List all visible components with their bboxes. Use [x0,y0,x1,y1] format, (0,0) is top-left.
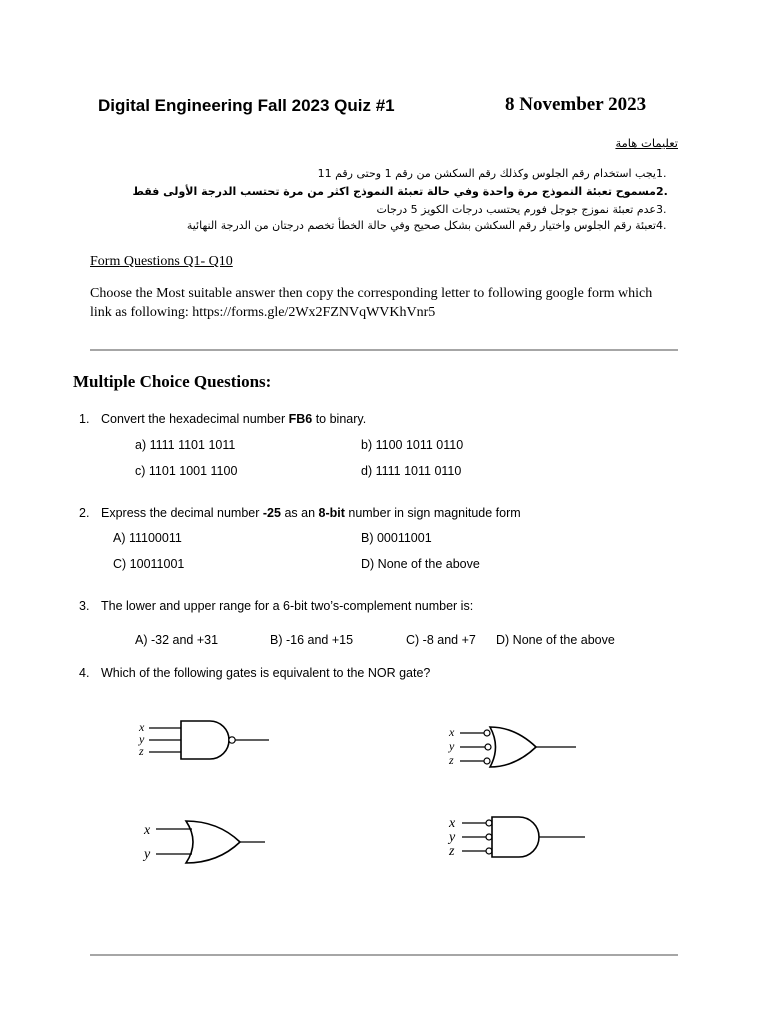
instruction-text: يجب استخدام رقم الجلوس وكذلك رقم السكشن من رقم 1 وحتى رقم 11 [317,167,656,180]
form-instructions-line2: link as following: https://forms.gle/2Wx2FZNVqWVKhVnr5 [90,305,436,320]
instruction-item [132,185,678,198]
instruction-item [187,219,678,232]
gate-input-label-z: z [449,844,455,859]
instruction-number: .2 [656,185,668,198]
q2-option-d: D) None of the above [361,557,480,571]
question-text: as an [280,506,319,520]
gate-input-label-y: y [144,847,151,862]
mcq-heading: Multiple Choice Questions: [73,372,272,391]
form-instructions-line1: Choose the Most suitable answer then copy the corresponding letter to following google form which [90,286,653,301]
q2-option-b: B) 00011001 [361,531,432,545]
q2-option-a: A) 11100011 [113,531,182,545]
q1-option-d: d) 1111 1011 0110 [361,464,462,478]
question-number: 2. [79,506,90,520]
instruction-number: .3 [656,203,667,216]
instructions-heading: تعليمات هامة [615,136,678,150]
gate-input-label-x: x [144,823,151,838]
instruction-number: .4 [656,219,667,232]
gate-input-label-x: x [449,725,455,739]
instruction-number: .1 [656,167,667,180]
q3-option-a: A) -32 and +31 [135,633,219,647]
question-number: 3. [79,599,90,613]
gate-option-nand [135,715,275,765]
gate-input-label-z: z [449,753,454,767]
instruction-text: عدم تعبئة نموزج جوجل فورم يحتسب درجات الكويز 5 درجات [376,203,656,216]
q3-option-c: C) -8 and +7 [406,633,476,647]
question-1 [79,412,366,426]
question-number: 4. [79,666,90,680]
instruction-text: مسموح تعبئة النموذج مرة واحدة وفي حالة تعبئة النموذج اكثر من مرة تحتسب الدرجة الأولى فقط [132,185,656,198]
gate-input-label-z: z [139,744,144,758]
gate-input-label-y: y [449,739,455,753]
question-text: The lower and upper range for a 6-bit two’s-complement number is: [101,599,474,613]
instruction-item [376,203,678,216]
question-emphasis: 8-bit [318,506,345,520]
quiz-date: 8 November 2023 [505,94,647,115]
question-emphasis: -25 [262,506,281,520]
footer-divider [90,954,678,956]
instruction-item [318,167,678,180]
question-emphasis: FB6 [288,412,313,426]
gate-input-label-x: x [449,816,456,831]
q1-option-c: c) 1101 1001 1100 [135,464,238,478]
instruction-text: تعبئة رقم الجلوس واختيار رقم السكشن بشكل صحيح وفي حالة الخطأ تخصم درجتان من الدرجة النهائية [186,219,656,232]
gate-option-or [140,818,270,868]
gate-option-or-inverted-inputs [445,723,580,769]
gate-input-label-x: x [139,720,145,734]
gate-input-label-y: y [449,830,456,845]
question-3 [79,599,473,613]
gate-input-label-y: y [139,732,145,746]
section-divider [90,349,678,351]
q1-option-a: a) 1111 1101 1011 [135,438,236,452]
q2-option-c: C) 10011001 [113,557,185,571]
question-text: Convert the hexadecimal number [101,412,289,426]
gate-option-and-inverted-inputs [445,813,590,863]
quiz-title: Digital Engineering Fall 2023 Quiz #1 [98,96,395,115]
question-text: to binary. [312,412,367,426]
q3-option-d: D) None of the above [496,633,615,647]
question-text: Which of the following gates is equivalent to the NOR gate? [101,666,431,680]
q3-option-b: B) -16 and +15 [270,633,354,647]
question-2 [79,506,521,520]
question-text: number in sign magnitude form [344,506,521,520]
q1-option-b: b) 1100 1011 0110 [361,438,464,452]
question-4 [79,666,430,680]
form-questions-heading: Form Questions Q1- Q10 [90,254,233,269]
question-number: 1. [79,412,90,426]
question-text: Express the decimal number [101,506,263,520]
